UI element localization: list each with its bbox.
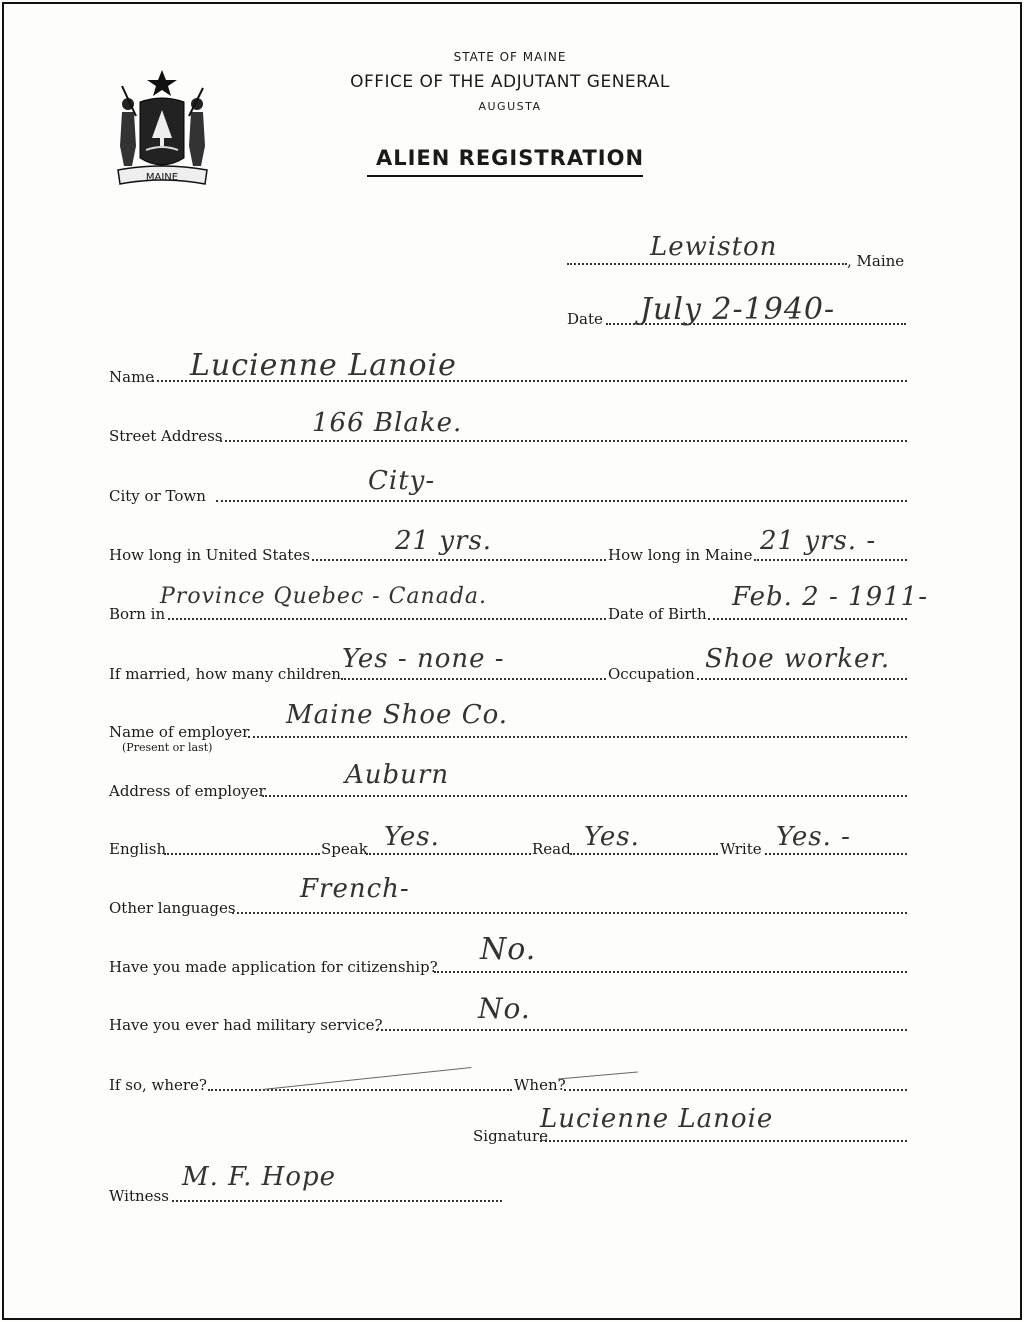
street-address-line bbox=[220, 440, 907, 442]
english-label: English bbox=[109, 840, 167, 858]
children-label: If married, how many children bbox=[109, 665, 341, 683]
occupation-value: Shoe worker. bbox=[705, 644, 891, 674]
other-languages-label: Other languages bbox=[109, 899, 236, 917]
name-label: Name bbox=[109, 368, 155, 386]
read-line bbox=[570, 853, 718, 855]
signature-line bbox=[540, 1140, 907, 1142]
state-seal-icon bbox=[110, 66, 215, 188]
signature-label: Signature bbox=[473, 1127, 549, 1145]
military-label: Have you ever had military service? bbox=[109, 1016, 383, 1034]
state-heading: STATE OF MAINE bbox=[453, 50, 567, 64]
if-so-where-line bbox=[208, 1089, 512, 1091]
children-line bbox=[341, 678, 606, 680]
employer-line bbox=[248, 736, 907, 738]
town-line bbox=[567, 263, 847, 265]
office-heading: OFFICE OF THE ADJUTANT GENERAL bbox=[350, 72, 670, 92]
how-long-us-value: 21 yrs. bbox=[395, 526, 493, 556]
citizenship-label: Have you made application for citizenship? bbox=[109, 958, 438, 976]
witness-value: M. F. Hope bbox=[182, 1162, 337, 1192]
witness-line bbox=[172, 1200, 502, 1202]
title-underline bbox=[367, 175, 643, 177]
form-title: ALIEN REGISTRATION bbox=[375, 146, 645, 170]
when-line bbox=[564, 1089, 907, 1091]
occupation-line bbox=[697, 678, 907, 680]
speak-label: Speak bbox=[321, 840, 368, 858]
how-long-maine-value: 21 yrs. - bbox=[760, 526, 877, 556]
employer-value: Maine Shoe Co. bbox=[286, 700, 509, 730]
how-long-maine-label: How long in Maine bbox=[608, 546, 753, 564]
other-languages-line bbox=[232, 912, 907, 914]
speak-value: Yes. bbox=[384, 822, 440, 852]
military-value: No. bbox=[478, 992, 531, 1025]
employer-address-label: Address of employer bbox=[109, 782, 266, 800]
present-or-last-note: (Present or last) bbox=[122, 741, 213, 754]
read-label: Read bbox=[532, 840, 571, 858]
citizenship-value: No. bbox=[480, 932, 537, 967]
write-label: Write bbox=[720, 840, 762, 858]
born-in-value: Province Quebec - Canada. bbox=[160, 584, 488, 609]
children-value: Yes - none - bbox=[342, 644, 505, 674]
born-in-label: Born in bbox=[109, 605, 166, 623]
write-line bbox=[765, 853, 907, 855]
date-of-birth-line bbox=[708, 618, 907, 620]
write-value: Yes. - bbox=[776, 822, 851, 852]
street-address-value: 166 Blake. bbox=[312, 408, 463, 438]
city-heading: AUGUSTA bbox=[478, 100, 542, 113]
citizenship-line bbox=[434, 971, 907, 973]
other-languages-value: French- bbox=[300, 874, 410, 904]
city-or-town-value: City- bbox=[368, 466, 436, 496]
city-or-town-line bbox=[216, 500, 907, 502]
how-long-us-label: How long in United States bbox=[109, 546, 311, 564]
speak-line bbox=[366, 853, 531, 855]
born-in-line bbox=[168, 618, 606, 620]
town-value: Lewiston bbox=[650, 232, 778, 262]
how-long-maine-line bbox=[754, 559, 907, 561]
date-of-birth-label: Date of Birth bbox=[608, 605, 707, 623]
street-address-label: Street Address bbox=[109, 427, 223, 445]
how-long-us-line bbox=[312, 559, 606, 561]
witness-label: Witness bbox=[109, 1187, 169, 1205]
date-value: July 2-1940- bbox=[640, 292, 836, 327]
when-label: When? bbox=[514, 1076, 566, 1094]
occupation-label: Occupation bbox=[608, 665, 695, 683]
name-value: Lucienne Lanoie bbox=[190, 348, 457, 383]
date-of-birth-value: Feb. 2 - 1911- bbox=[732, 582, 928, 612]
seal-motto: MAINE bbox=[145, 172, 179, 183]
date-label: Date bbox=[567, 310, 603, 328]
military-line bbox=[376, 1029, 907, 1031]
employer-address-line bbox=[262, 795, 907, 797]
city-or-town-label: City or Town bbox=[109, 487, 206, 505]
read-value: Yes. bbox=[584, 822, 640, 852]
employer-address-value: Auburn bbox=[345, 760, 450, 790]
english-line bbox=[164, 853, 320, 855]
if-so-where-label: If so, where? bbox=[109, 1076, 207, 1094]
maine-label: , Maine bbox=[847, 252, 905, 270]
employer-label: Name of employer bbox=[109, 723, 250, 741]
signature-value: Lucienne Lanoie bbox=[540, 1104, 774, 1134]
